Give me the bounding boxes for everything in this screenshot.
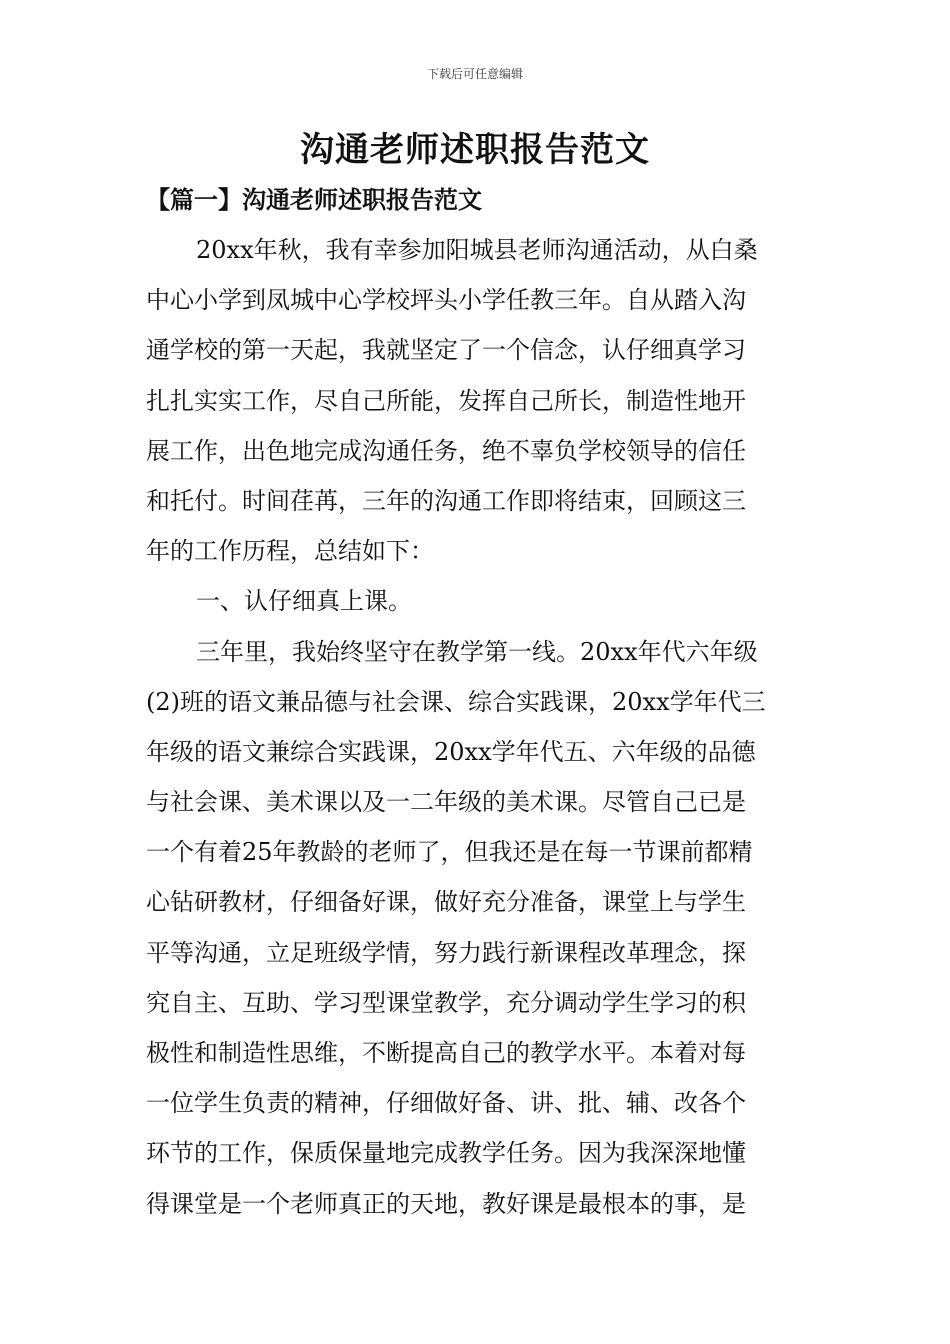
text-line: 20xx年秋，我有幸参加阳城县老师沟通活动，从白桑: [196, 236, 758, 264]
text-line: 一个有着25年教龄的老师了，但我还是在每一节课前都精: [146, 838, 753, 867]
text-line: 扎扎实实工作，尽自己所能，发挥自己所长，制造性地开: [146, 386, 746, 415]
text-line: 环节的工作，保质保量地完成教学任务。因为我深深地懂: [146, 1139, 746, 1168]
text-line: 年的工作历程，总结如下：: [146, 537, 434, 566]
text-line: 究自主、互助、学习型课堂教学，充分调动学生学习的积: [146, 988, 746, 1017]
text-line: 得课堂是一个老师真正的天地，教好课是最根本的事，是: [146, 1189, 746, 1218]
document-title: 沟通老师述职报告范文: [300, 130, 650, 170]
text-line: 年级的语文兼综合实践课，20xx学年代五、六年级的品德: [146, 737, 756, 766]
text-line: 极性和制造性思维，不断提高自己的教学水平。本着对每: [146, 1039, 746, 1067]
body-text: [146, 225, 806, 1229]
text-line: 通学校的第一天起，我就坚定了一个信念，认仔细真学习: [146, 336, 746, 365]
text-line: 与社会课、美术课以及一二年级的美术课。尽管自己已是: [146, 788, 746, 817]
text-line: 一位学生负责的精神，仔细做好备、讲、批、辅、改各个: [146, 1089, 746, 1118]
text-line: 展工作，出色地完成沟通任务，绝不辜负学校领导的信任: [146, 436, 746, 465]
text-line: 一、认仔细真上课。: [196, 587, 412, 616]
text-line: 和托付。时间荏苒，三年的沟通工作即将结束，回顾这三: [146, 486, 746, 515]
section-heading: 【篇一】沟通老师述职报告范文: [146, 185, 482, 214]
text-line: 中心小学到凤城中心学校坪头小学任教三年。自从踏入沟: [146, 286, 746, 315]
text-line: 平等沟通，立足班级学情，努力践行新课程改革理念，探: [146, 938, 746, 967]
text-line: (2)班的语文兼品德与社会课、综合实践课，20xx学年代三: [146, 687, 766, 716]
header-note: 下载后可任意编辑: [426, 67, 523, 81]
text-line: 三年里，我始终坚守在教学第一线。20xx年代六年级: [196, 637, 758, 666]
text-line: 心钻研教材，仔细备好课，做好充分准备，课堂上与学生: [146, 888, 746, 917]
